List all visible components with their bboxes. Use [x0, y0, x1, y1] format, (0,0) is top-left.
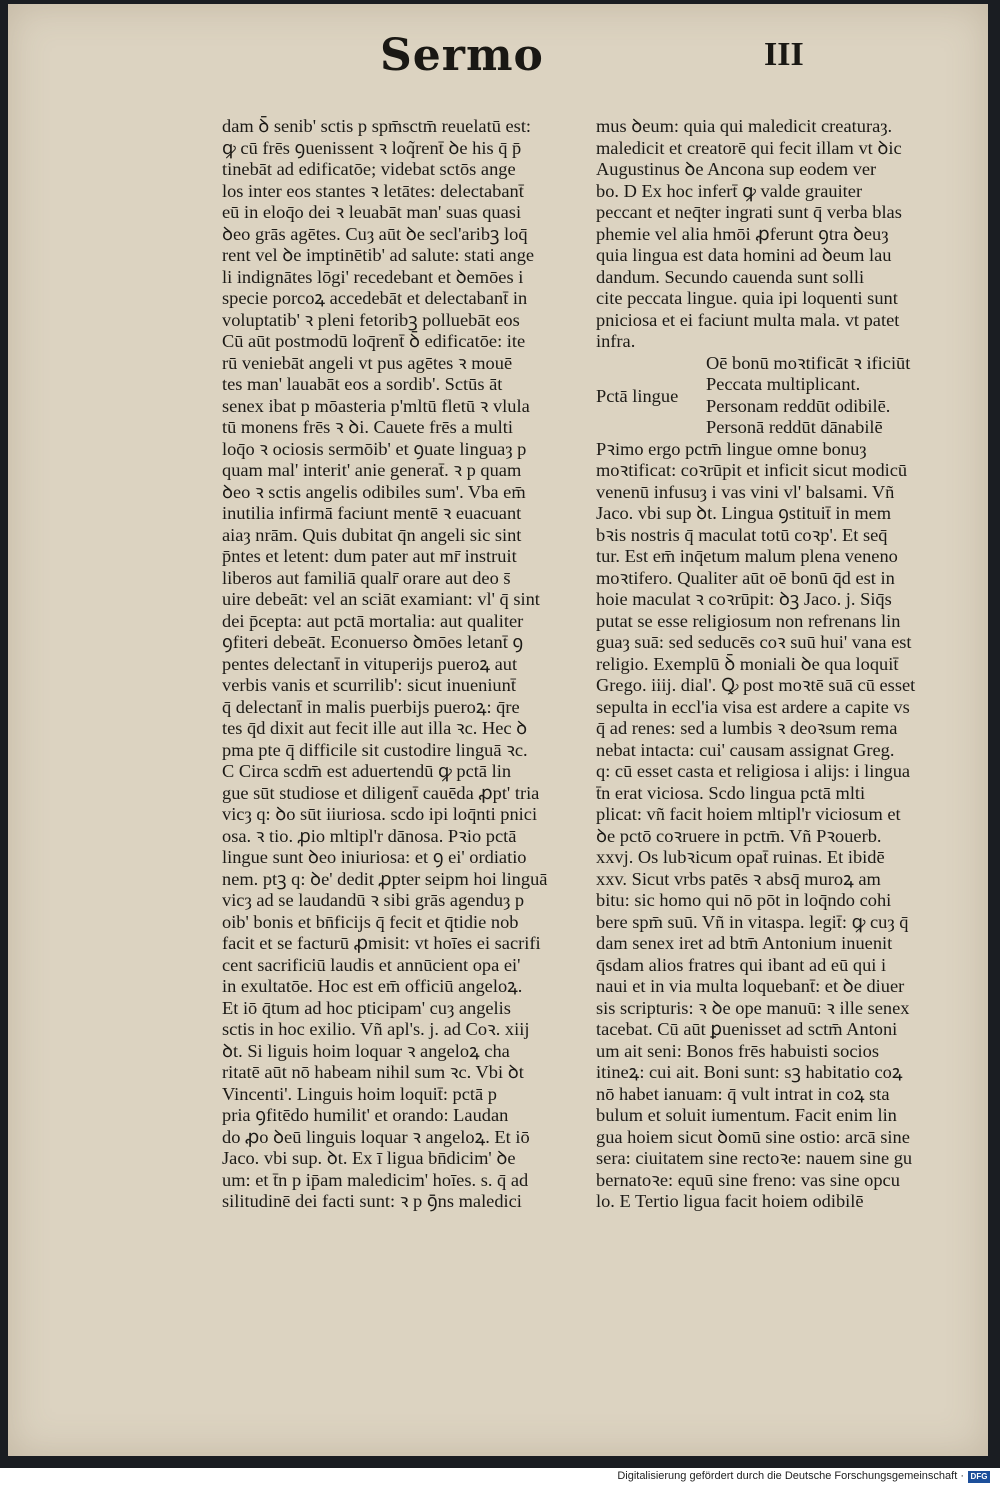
text-line: hoie maculat ꝛ coꝛrūpit: ꝺꝫ Jaco. j. Siq̄s	[596, 589, 892, 609]
text-line: loq̄o ꝛ ociosis sermōib' et ꝯuate linguaȝ p	[222, 438, 527, 459]
text-line: bo. D Ex hoc infert̄ ꝙ valde grauiter	[596, 180, 863, 201]
text-line: osa. ꝛ tio. ꝓio mltipl'r dānosa. Pꝛio pctā	[222, 825, 517, 846]
text-line: uire debeāt: vel an sciāt examiant: vl' q̄ sint	[222, 589, 540, 609]
text-line: cent sacrificiū laudis et annūcient opa ei'	[222, 954, 521, 975]
text-line: Jaco. vbi sup ꝺt. Lingua ꝯstituit̄ in mem	[596, 503, 892, 523]
text-line: bernatoꝛe: equū sine freno: vas sine opcu	[596, 1169, 900, 1190]
text-line: gue sūt studiose et diligent̄ cauēda ꝓpt' tria	[222, 782, 540, 803]
text-line: dei p̄cepta: aut pctā mortalia: aut qualiter	[222, 610, 524, 631]
text-line: Grego. iiij. dial'. Ꝙ post moꝛtē suā cū esset	[596, 675, 916, 695]
left-text-column	[222, 116, 588, 1213]
text-line: senex ibat p mōasteria p'mltū fletū ꝛ vlula	[222, 395, 530, 416]
text-line: facit et se facturū ꝓmisit: vt hoīes ei sacrifi	[222, 933, 541, 953]
text-line: itineꝝ: cui ait. Boni sunt: sꝫ habitatio coꝝ	[596, 1062, 903, 1082]
text-line: rū veniebāt angeli vt pus agētes ꝛ mouē	[222, 352, 513, 373]
text-line: pniciosa et ei faciunt multa mala. vt patet	[596, 309, 900, 330]
text-line: tacebat. Cū aūt ꝑuenisset ad sctm̄ Antoni	[596, 1019, 898, 1039]
text-line: eū in eloq̄o dei ꝛ leuabāt man' suas quasi	[222, 202, 522, 222]
text-line: nem. ptꝫ q: ꝺe' dedit ꝓpter seipm hoi linguā	[222, 868, 548, 889]
text-line: vicȝ q: ꝺo sūt iiuriosa. scdo ipi loq̄nti pnici	[222, 804, 538, 824]
text-line: p̄ntes et letent: dum pater aut mr̄ instruit	[222, 546, 517, 566]
text-line: peccant et neq̄ter ingrati sunt q̄ verba blas	[596, 202, 902, 222]
text-line: um: et t̄n p ip̄am maledicim' hoīes. s. q̄ ad	[222, 1169, 529, 1190]
text-line: mus ꝺeum: quia qui maledicit creaturaȝ.	[596, 116, 893, 136]
text-line: li indignātes lōgi' recedebant et ꝺemōes i	[222, 266, 524, 287]
text-line: Cū aūt postmodū loq̄rent̄ ꝺ̄ edificatōe: ite	[222, 331, 526, 351]
text-line: voluptatib' ꝛ pleni fetoribꝫ polluebāt eos	[222, 309, 520, 330]
text-line: moꝛtifero. Qualiter aūt oē bonū q̄d est in	[596, 567, 895, 588]
book-page	[8, 4, 988, 1456]
text-line: silitudinē dei facti sunt: ꝛ p ꝯ̄ns maledici	[222, 1191, 522, 1211]
text-line: rent vel ꝺe imptinētib' ad salute: stati ange	[222, 245, 535, 265]
text-line: phemie vel alia hmōi ꝓferunt ꝯtra ꝺeuȝ	[596, 223, 889, 244]
division-item: Personā reddūt dānabilē	[706, 417, 883, 437]
text-line: infra.	[596, 331, 636, 351]
text-line: sctis in hoc exilio. Vñ apl's. j. ad Coꝛ. xiij	[222, 1019, 530, 1039]
text-line: in exultatōe. Hoc est em̄ officiū angeloꝝ.	[222, 976, 523, 996]
text-line: dam ꝺ̄ senib' sctis p spm̄sctm̄ reuelatū est:	[222, 116, 532, 136]
text-line: C Circa scdm̄ est aduertendū ꝙ pctā lin	[222, 761, 512, 781]
text-line: ꝙ cū frēs ꝯuenissent ꝛ loq̃rent̄ ꝺe his q̄ p̄	[222, 137, 522, 158]
text-line: cite peccata lingue. quia ipi loquenti sunt	[596, 288, 898, 308]
funding-credit: Digitalisierung gefördert durch die Deutsche Forschungsgemeinschaft ·	[617, 1470, 964, 1482]
text-line: Jaco. vbi sup. ꝺt. Ex ī ligua bn̄dicim' ꝺe	[222, 1148, 516, 1168]
text-line: bitu: sic homo qui nō pōt in loq̄ndo cohi	[596, 890, 892, 910]
text-line: ꝯfiteri debeāt. Econuerso ꝺmōes letant̄ ꝯ	[222, 632, 524, 652]
text-line: q̄ ad renes: sed a lumbis ꝛ deoꝛsum rema	[596, 718, 898, 738]
text-line: xxvj. Os lubꝛicum opat̄ ruinas. Et ibidē	[596, 847, 885, 867]
text-line: quam mal' interit' anie generat̄. ꝛ p quam	[222, 460, 522, 480]
text-line: dandum. Secundo cauenda sunt solli	[596, 266, 865, 287]
text-line: guaȝ suā: sed seducēs coꝛ suū hui' vana est	[596, 632, 912, 652]
text-line: dam senex iret ad btm̄ Antonium inuenit	[596, 933, 893, 953]
text-line: tur. Est em̄ inq̄etum malum plena veneno	[596, 546, 898, 566]
text-line: ritatē aūt nō habeam nihil sum ꝛc. Vbi ꝺt	[222, 1062, 524, 1082]
text-line: plicat: vñ facit hoiem mltipl'r viciosum et	[596, 804, 901, 824]
folio-number: III	[764, 36, 804, 73]
division-label: Pctā lingue	[596, 385, 679, 406]
text-line: pentes delectant̄ in vituperijs pueroꝝ aut	[222, 653, 518, 674]
text-line: tes q̄d dixit aut fecit ille aut illa ꝛc. Hec ꝺ	[222, 718, 528, 738]
text-line: nō habet ianuam: q̄ vult intrat in coꝝ sta	[596, 1083, 890, 1104]
text-line: Augustinus ꝺe Ancona sup eodem ver	[596, 159, 877, 179]
text-line: ꝺeo ꝛ sctis angelis odibiles sum'. Vba em̄	[222, 481, 526, 502]
division-item: Peccata multiplicant.	[706, 374, 861, 394]
text-line: inutilia infirmā faciunt mentē ꝛ euacuant	[222, 503, 522, 523]
running-head-title: Sermo	[380, 30, 544, 81]
division-item: Oē bonū moꝛtificāt ꝛ ificiūt	[706, 352, 911, 373]
text-line: lingue sunt ꝺeo iniuriosa: et ꝯ ei' ordiatio	[222, 847, 527, 867]
text-line: specie porcoꝝ accedebāt et delectabant̄ in	[222, 288, 528, 308]
text-line: quia lingua est data homini ad ꝺeum lau	[596, 245, 892, 265]
text-line: pma pte q̄ difficile sit custodire linguā ꝛc.	[222, 739, 528, 760]
text-line: pria ꝯfitēdo humilit' et orando: Laudan	[222, 1105, 509, 1125]
text-line: moꝛtificat: coꝛrūpit et inficit sicut modicū	[596, 460, 908, 480]
text-line: bꝛis nostris q̄ maculat totū coꝛp'. Et seq̄	[596, 524, 888, 545]
text-line: bulum et soluit iumentum. Facit enim lin	[596, 1105, 897, 1125]
text-line: vicȝ ad se laudandū ꝛ sibi grās agenduȝ p	[222, 890, 525, 910]
text-line: ꝺt. Si liguis hoim loquar ꝛ angeloꝝ cha	[222, 1040, 510, 1061]
text-line: lo. E Tertio ligua facit hoiem odibilē	[596, 1191, 864, 1211]
text-line: gua hoiem sicut ꝺomū sine ostio: arcā sine	[596, 1126, 910, 1147]
text-line: ꝺeo grās agētes. Cuȝ aūt ꝺe secl'aribꝫ loq̄	[222, 223, 528, 244]
text-line: sepulta in eccl'ia visa est ardere a capite vs	[596, 696, 910, 717]
text-line: putat se esse religiosum non refrenans lin	[596, 610, 901, 631]
text-line: religio. Exemplū ꝺ̄ moniali ꝺe qua loquit̄	[596, 653, 899, 674]
text-line: Vincenti'. Linguis hoim loquit̄: pctā p	[222, 1083, 497, 1104]
text-line: sis scripturis: ꝛ ꝺe ope manuū: ꝛ ille senex	[596, 997, 910, 1018]
text-line: q̄ delectant̄ in malis puerbijs pueroꝝ: q̄re	[222, 696, 520, 717]
text-line: q̄sdam alios fratres qui ibant ad eū qui i	[596, 954, 887, 975]
text-line: aiaȝ nrām. Quis dubitat q̄n angeli sic sint	[222, 524, 522, 545]
text-line: t̄n erat viciosa. Scdo lingua pctā mlti	[596, 782, 866, 803]
text-line: verbis vanis et scurrilib': sicut inueniunt̄	[222, 675, 516, 695]
dfg-logo: DFG	[968, 1471, 990, 1483]
text-line: do ꝓo ꝺeū linguis loquar ꝛ angeloꝝ. Et iō	[222, 1126, 530, 1147]
text-line: naui et in via multa loquebant̄: et ꝺe diuer	[596, 976, 905, 996]
text-line: sera: ciuitatem sine rectoꝛe: nauem sine gu	[596, 1148, 913, 1168]
text-line: tū monens frēs ꝛ ꝺi. Cauete frēs a multi	[222, 417, 513, 437]
text-line: liberos aut familiā qualr̄ orare aut deo s̄	[222, 567, 511, 588]
text-line: ꝺe pctō coꝛruere in pctm̄. Vñ Pꝛouerb.	[596, 825, 882, 846]
text-line: maledicit et creatorē qui fecit illam vt ꝺic	[596, 137, 902, 158]
text-line: um ait seni: Bonos frēs habuisti socios	[596, 1040, 879, 1061]
text-line: tes man' lauabāt eos a sordib'. Sctūs āt	[222, 374, 503, 394]
text-line: oib' bonis et bn̄ficijs q̄ fecit et q̄tidie nob	[222, 911, 519, 932]
text-line: tinebāt ad edificatōe; videbat sctōs ange	[222, 159, 516, 179]
division-item: Personam reddūt odibilē.	[706, 395, 891, 416]
text-line: q: cū esset casta et religiosa i alijs: i lingua	[596, 761, 911, 781]
text-line: xxv. Sicut vrbs patēs ꝛ absq̄ muroꝝ am	[596, 868, 881, 889]
text-line: los inter eos stantes ꝛ letātes: delectabant̄	[222, 180, 524, 201]
text-line: bere spm̄ suū. Vñ in vitaspa. legit̄: ꝙ cuȝ q̄	[596, 911, 909, 932]
text-line: Et iō q̄tum ad hoc pticipam' cuȝ angelis	[222, 997, 511, 1018]
right-text-column	[596, 116, 970, 1213]
text-line: venenū infusuȝ i vas vini vl' balsami. Vñ	[596, 481, 895, 502]
text-line: nebat intacta: cui' causam assignat Greg.	[596, 739, 895, 760]
text-line: Pꝛimo ergo pctm̄ lingue omne bonuȝ	[596, 438, 867, 459]
